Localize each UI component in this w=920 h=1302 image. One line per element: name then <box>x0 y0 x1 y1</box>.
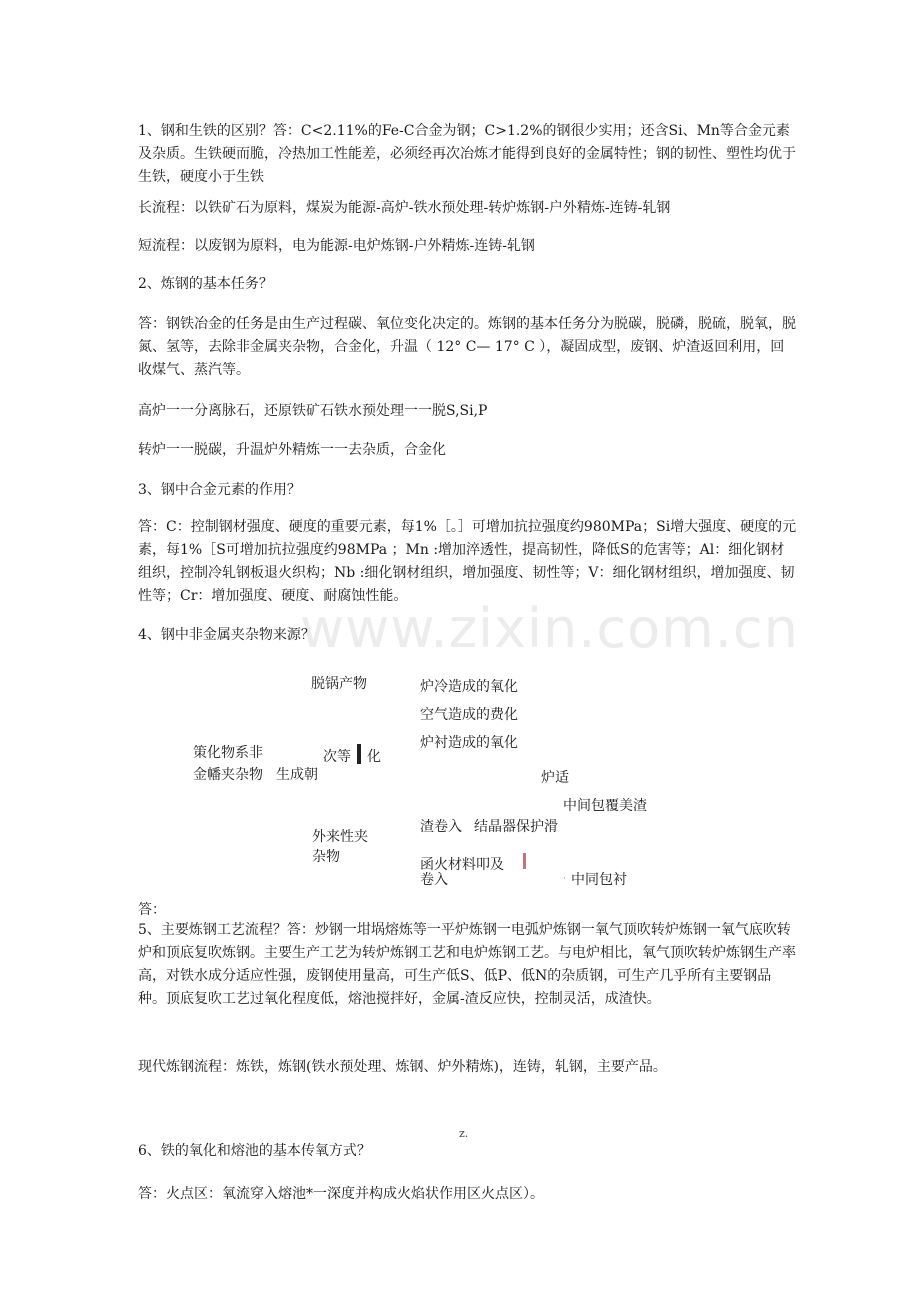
diagram-lining-oxidation: 炉衬造成的氧化 <box>420 735 518 751</box>
diagram-furnace-slag: 炉适 <box>541 770 569 786</box>
diagram-secondary: 次等 化 <box>323 744 381 766</box>
heading-q6: 6、铁的氧化和熔池的基本传氧方式？ <box>138 1143 371 1159</box>
heading-q3: 3、钢中合金元素的作用？ <box>138 482 301 498</box>
paragraph-short-process: 短流程：以废钢为原料，电为能源-电炉炼钢-户外精炼-连铸-轧钢 <box>138 238 535 254</box>
heading-q2: 2、炼钢的基本任务？ <box>138 276 273 292</box>
paragraph-long-process: 长流程：以铁矿石为原料，煤炭为能源-高炉-铁水预处理-转炉炼钢-户外精炼-连铸-轧钢 <box>138 200 671 216</box>
diagram-slag-entrainment: 渣卷入 <box>420 819 462 835</box>
diagram-air-oxidation: 空气造成的费化 <box>420 707 518 723</box>
diagram-generation: 生成朝 <box>276 767 318 783</box>
diagram-root-line2: 金幡夹杂物 <box>193 767 263 783</box>
watermark: www.zixin.com.cn <box>300 597 799 660</box>
diagram-tundish-lining: 中同包衬 <box>571 872 627 888</box>
paragraph-q1: 1、钢和生铁的区别？答：C<2.11%的Fe-C合金为钢；C>1.2%的钢很少实用；还含Si、Mn等合金元素及杂质。生铁硬而脆，冷热加工性能差，必须经再次冶炼才能得到良好的金属特性；钢的韧性、塑性均优于生铁，硬度小于生铁 <box>138 123 796 185</box>
paragraph-converter: 转炉一一脱碳，升温炉外精炼一一去杂质，合金化 <box>138 442 446 458</box>
bracket-mark <box>357 744 361 764</box>
diagram-exogenous-line2: 杂物 <box>312 849 340 865</box>
diagram-root-line1: 策化物系非 <box>193 745 263 761</box>
diagram-exogenous-line1: 外来性夹 <box>312 829 368 845</box>
diagram-mold-flux: 结晶器保护滑 <box>474 819 558 835</box>
paragraph-q5: 5、主要炼钢工艺流程？答：炒钢一坩埚熔炼等一平炉炼钢一电弧炉炼钢一氧气顶吹转炉炼钢一氧气底吹转炉和顶底复吹炼钢。主要生产工艺为转炉炼钢工艺和电炉炼钢工艺。与电炉相比，氧气顶吹转炉炼钢生产率高，对铁水成分适应性强，废钢使用量高，可生产低S、低P、低N的杂质钢，可生产几乎所有主要钢品种。顶底复吹工艺过氧化程度低，熔池搅拌好，金属-渣反应快，控制灵活，成渣快。 <box>138 922 796 1007</box>
diagram-refractory-line2: 卷入 <box>420 872 448 888</box>
answer-label-q4: 答： <box>138 902 166 918</box>
paragraph-blast-furnace: 高炉一一分离脉石，还原铁矿石铁水预处理一一脱S,Si,P <box>138 403 488 419</box>
page-footer-mark: z. <box>459 1127 469 1140</box>
diagram-furnace-cooling-oxidation: 炉冷造成的氧化 <box>420 679 518 695</box>
diagram-deoxidation-products: 脱锅产物 <box>311 676 367 692</box>
diagram-tundish-cover-slag: 中间包覆美渣 <box>563 798 647 814</box>
paragraph-answer-q6: 答：火点区：氧流穿入熔池*一深度并构成火焰状作用区火点区）。 <box>138 1186 544 1202</box>
diagram-dot: · <box>563 874 566 884</box>
paragraph-answer-q3: 答：C：控制钢材强度、硬度的重要元素，每1%［。］可增加抗拉强度约980MPa；Si增大强度、硬度的元素，每1%［S可增加抗拉强度约98MPa ；Mn :增加淬透性，提高韧性，降低S的危害等；Al：细化钢材组织，控制冷轧钢板退火织构；Nb :细化钢材组织，增加强度、韧性等；V：细化钢材组织，增加强度、韧性等；Cr：增加强度、硬度、耐腐蚀性能。 <box>138 519 797 604</box>
bracket-mark-pink <box>523 853 526 869</box>
heading-q4: 4、钢中非金属夹杂物来源？ <box>138 627 315 643</box>
paragraph-modern-process: 现代炼钢流程：炼铁，炼钢(铁水预处理、炼钢、炉外精炼)，连铸，轧钢，主要产品。 <box>138 1059 667 1075</box>
diagram-refractory-line1: 函火材料叩及 <box>420 857 504 873</box>
paragraph-answer-q2: 答：钢铁冶金的任务是由生产过程碳、氧位变化决定的。炼钢的基本任务分为脱碳，脱磷，脱硫，脱氧，脱氮、氢等，去除非金属夹杂物，合金化，升温（ 12° C— 17° C ），凝固成型，废钢、炉渣返回利用，回收煤气、蒸汽等。 <box>138 316 796 378</box>
